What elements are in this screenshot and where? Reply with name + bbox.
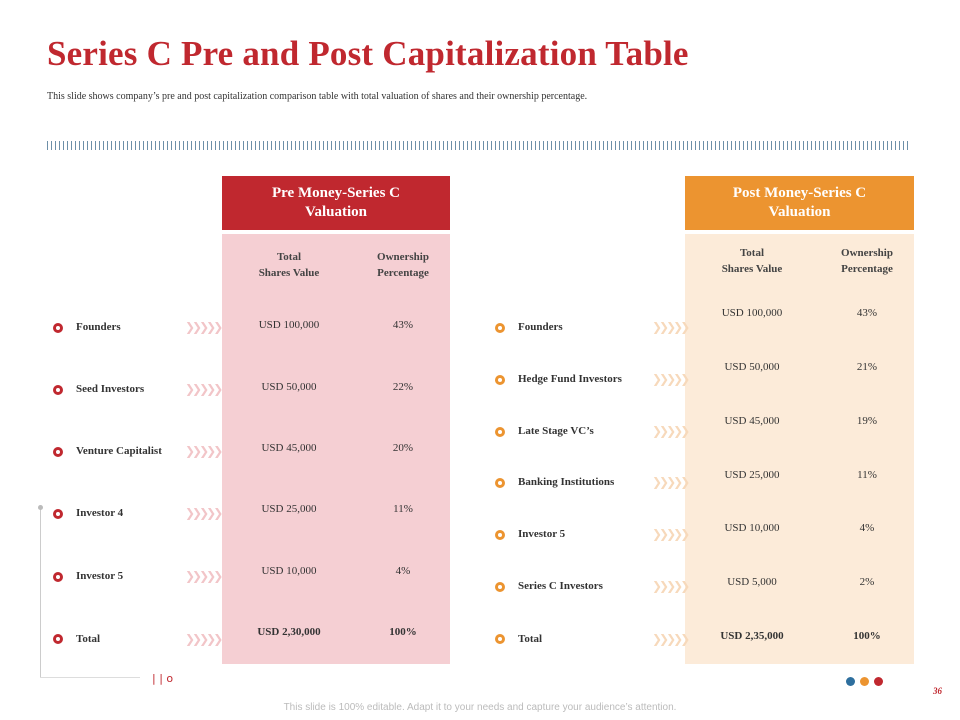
pre-row-value: USD 50,000 (261, 381, 317, 393)
chevron-right-icon: ❯❯❯❯❯ (185, 506, 221, 520)
pre-row-pct: 4% (395, 565, 411, 577)
post-header-line2: Valuation (768, 204, 831, 220)
post-row-value: USD 25,000 (724, 469, 780, 481)
post-row-label: Late Stage VC’s (518, 425, 594, 437)
decorative-divider (47, 141, 911, 150)
chevron-right-icon: ❯❯❯❯❯ (652, 475, 688, 489)
post-row-marker (495, 427, 505, 437)
pre-row-label: Venture Capitalist (76, 445, 162, 457)
post-total-value: USD 2,35,000 (720, 630, 784, 642)
post-row-value: USD 45,000 (724, 415, 780, 427)
post-row-marker (495, 530, 505, 540)
post-col2-line1: Ownership (841, 247, 893, 259)
decorative-side-line (40, 508, 41, 678)
pre-total-pct: 100% (389, 626, 417, 638)
pre-col1-line2: Shares Value (258, 267, 320, 279)
page-title: Series C Pre and Post Capitalization Table (47, 34, 689, 73)
pre-row-marker (53, 509, 63, 519)
pre-row-marker (53, 634, 63, 644)
post-col2-line2: Percentage (841, 263, 893, 275)
pre-row-pct: 22% (392, 381, 414, 393)
pre-row-marker (53, 447, 63, 457)
footer-note: This slide is 100% editable. Adapt it to your needs and capture your audience’s attention. (283, 702, 677, 713)
post-row-label: Founders (518, 321, 563, 333)
post-row-marker (495, 375, 505, 385)
post-row-pct: 19% (856, 415, 878, 427)
chevron-right-icon: ❯❯❯❯❯ (652, 632, 688, 646)
post-row-marker (495, 478, 505, 488)
chevron-right-icon: ❯❯❯❯❯ (652, 372, 688, 386)
post-row-value: USD 50,000 (724, 361, 780, 373)
pre-col-ownership-header (348, 249, 458, 281)
post-row-pct: 43% (856, 307, 878, 319)
chevron-right-icon: ❯❯❯❯❯ (652, 579, 688, 593)
pre-row-marker (53, 572, 63, 582)
post-row-label: Total (518, 633, 543, 645)
chevron-right-icon: ❯❯❯❯❯ (185, 632, 221, 646)
pre-col2-line1: Ownership (377, 251, 429, 263)
post-total-pct: 100% (853, 630, 881, 642)
chevron-right-icon: ❯❯❯❯❯ (185, 320, 221, 334)
pre-row-pct: 20% (392, 442, 414, 454)
page-subtitle: This slide shows company’s pre and post capitalization comparison table with total valuation of shares and their ownership percentage. (47, 91, 588, 102)
red-dot (874, 677, 883, 686)
page-number: 36 (933, 686, 942, 696)
post-row-pct: 11% (857, 469, 877, 481)
slide-pager-marks: | | o (152, 672, 174, 685)
pre-header-line2: Valuation (305, 204, 367, 220)
post-row-marker (495, 323, 505, 333)
pre-row-marker (53, 323, 63, 333)
decorative-dot (38, 505, 43, 510)
pre-row-label: Founders (76, 321, 121, 333)
post-col-shares-header (697, 245, 807, 277)
pre-col-shares-header (234, 249, 344, 281)
pre-row-label: Investor 5 (76, 570, 124, 582)
post-col1-line2: Shares Value (721, 263, 783, 275)
blue-dot (846, 677, 855, 686)
chevron-right-icon: ❯❯❯❯❯ (652, 320, 688, 334)
decorative-bottom-line (40, 677, 140, 678)
pre-money-header (222, 176, 450, 230)
chevron-right-icon: ❯❯❯❯❯ (652, 424, 688, 438)
post-row-value: USD 10,000 (724, 522, 780, 534)
post-row-label: Investor 5 (518, 528, 566, 540)
chevron-right-icon: ❯❯❯❯❯ (185, 444, 221, 458)
post-header-line1: Post Money-Series C (732, 185, 867, 201)
post-row-marker (495, 582, 505, 592)
post-col-ownership-header (812, 245, 922, 277)
post-col1-line1: Total (739, 247, 765, 259)
pre-row-value: USD 45,000 (261, 442, 317, 454)
pre-row-marker (53, 385, 63, 395)
pre-row-label: Seed Investors (76, 383, 145, 395)
pre-row-pct: 11% (393, 503, 413, 515)
post-row-pct: 2% (859, 576, 875, 588)
color-dots (846, 673, 888, 691)
post-row-marker (495, 634, 505, 644)
orange-dot (860, 677, 869, 686)
pre-row-label: Total (76, 633, 101, 645)
pre-row-pct: 43% (392, 319, 414, 331)
pre-col2-line2: Percentage (377, 267, 429, 279)
pre-row-value: USD 100,000 (258, 319, 320, 331)
post-row-label: Hedge Fund Investors (518, 373, 622, 385)
post-row-label: Series C Investors (518, 580, 603, 592)
post-row-label: Banking Institutions (518, 476, 615, 488)
post-money-header (685, 176, 914, 230)
pre-header-line1: Pre Money-Series C (271, 185, 400, 201)
post-row-value: USD 5,000 (727, 576, 777, 588)
chevron-right-icon: ❯❯❯❯❯ (185, 382, 221, 396)
pre-col1-line1: Total (276, 251, 302, 263)
pre-row-value: USD 10,000 (261, 565, 317, 577)
chevron-right-icon: ❯❯❯❯❯ (652, 527, 688, 541)
post-row-pct: 21% (856, 361, 878, 373)
post-row-pct: 4% (859, 522, 875, 534)
pre-row-label: Investor 4 (76, 507, 124, 519)
post-money-panel (685, 234, 914, 664)
post-row-value: USD 100,000 (721, 307, 783, 319)
chevron-right-icon: ❯❯❯❯❯ (185, 569, 221, 583)
pre-total-value: USD 2,30,000 (257, 626, 321, 638)
pre-row-value: USD 25,000 (261, 503, 317, 515)
